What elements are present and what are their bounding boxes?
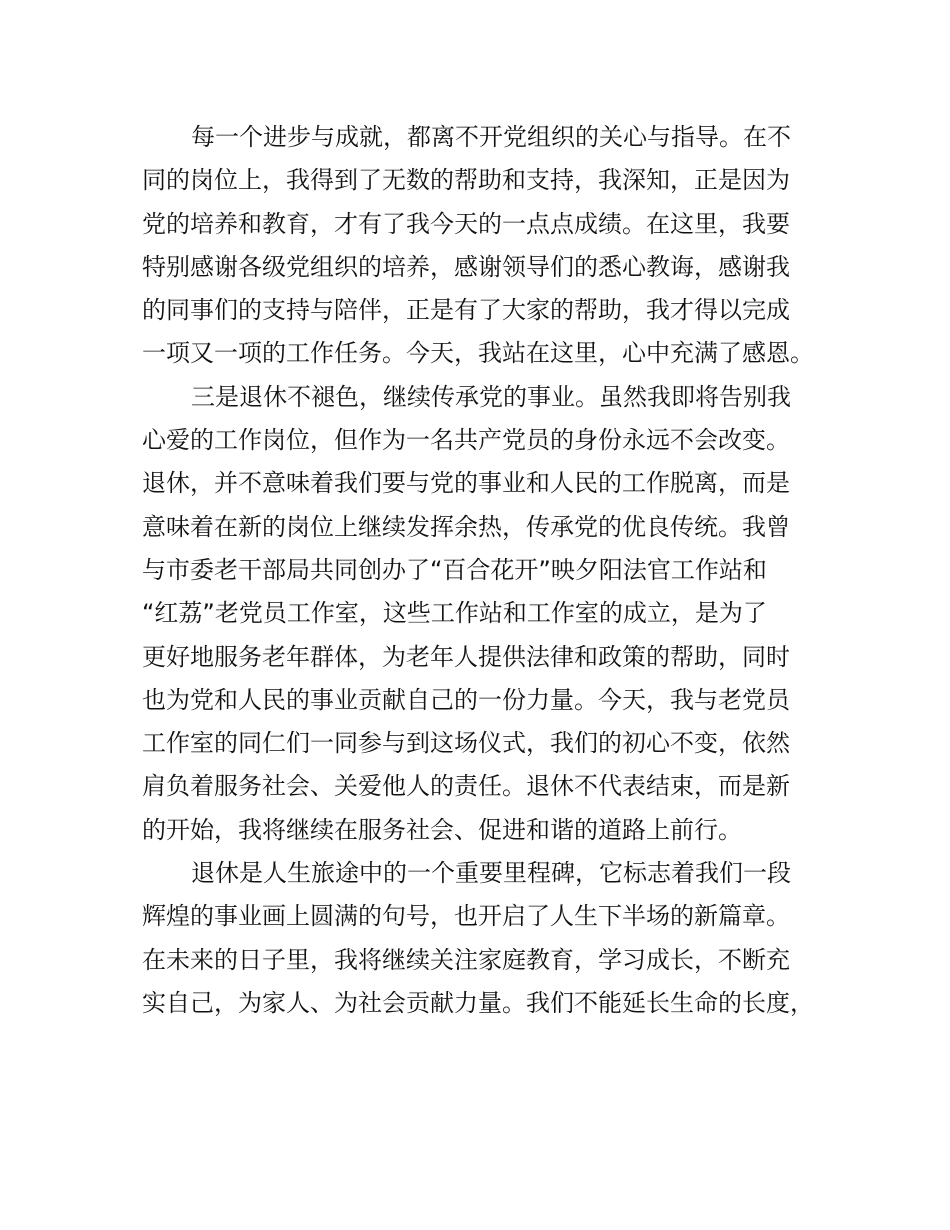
text-line: 的同事们的支持与陪伴，正是有了大家的帮助，我才得以完成 xyxy=(142,296,790,325)
text-line: 更好地服务老年群体，为老年人提供法律和政策的帮助，同时 xyxy=(142,642,790,671)
text-line: 意味着在新的岗位上继续发挥余热，传承党的优良传统。我曾 xyxy=(142,512,790,541)
text-line: 退休是人生旅途中的一个重要里程碑，它标志着我们一段 xyxy=(191,859,791,888)
text-line: 党的培养和教育，才有了我今天的一点点成绩。在这里，我要 xyxy=(142,209,790,238)
text-line: “红荔”老党员工作室，这些工作站和工作室的成立，是为了 xyxy=(142,599,767,628)
paragraph-retirement-legacy xyxy=(142,376,832,852)
text-line: 工作室的同仁们一同参与到这场仪式，我们的初心不变，依然 xyxy=(142,729,790,758)
text-line: 三是退休不褪色，继续传承党的事业。虽然我即将告别我 xyxy=(191,382,791,411)
text-line: 也为党和人民的事业贡献自己的一份力量。今天，我与老党员 xyxy=(142,685,790,714)
text-line: 心爱的工作岗位，但作为一名共产党员的身份永远不会改变。 xyxy=(142,426,790,455)
text-line: 与市委老干部局共同创办了“百合花开”映夕阳法官工作站和 xyxy=(142,555,767,584)
text-line: 同的岗位上，我得到了无数的帮助和支持，我深知，正是因为 xyxy=(142,166,790,195)
text-line: 特别感谢各级党组织的培养，感谢领导们的悉心教诲，感谢我 xyxy=(142,252,790,281)
text-line: 肩负着服务社会、关爱他人的责任。退休不代表结束，而是新 xyxy=(142,772,790,801)
text-line: 一项又一项的工作任务。今天，我站在这里，心中充满了感恩。 xyxy=(142,339,814,368)
text-line: 退休，并不意味着我们要与党的事业和人民的工作脱离，而是 xyxy=(142,469,790,498)
document-page xyxy=(142,116,832,1025)
paragraph-milestone xyxy=(142,852,832,1025)
text-line: 每一个进步与成就，都离不开党组织的关心与指导。在不 xyxy=(191,123,791,151)
text-line: 在未来的日子里，我将继续关注家庭教育，学习成长，不断充 xyxy=(142,945,790,974)
paragraph-gratitude xyxy=(142,116,832,376)
text-line: 实自己，为家人、为社会贡献力量。我们不能延长生命的长度， xyxy=(142,988,814,1017)
text-line: 辉煌的事业画上圆满的句号，也开启了人生下半场的新篇章。 xyxy=(142,902,790,931)
text-line: 的开始，我将继续在服务社会、促进和谐的道路上前行。 xyxy=(142,815,742,844)
